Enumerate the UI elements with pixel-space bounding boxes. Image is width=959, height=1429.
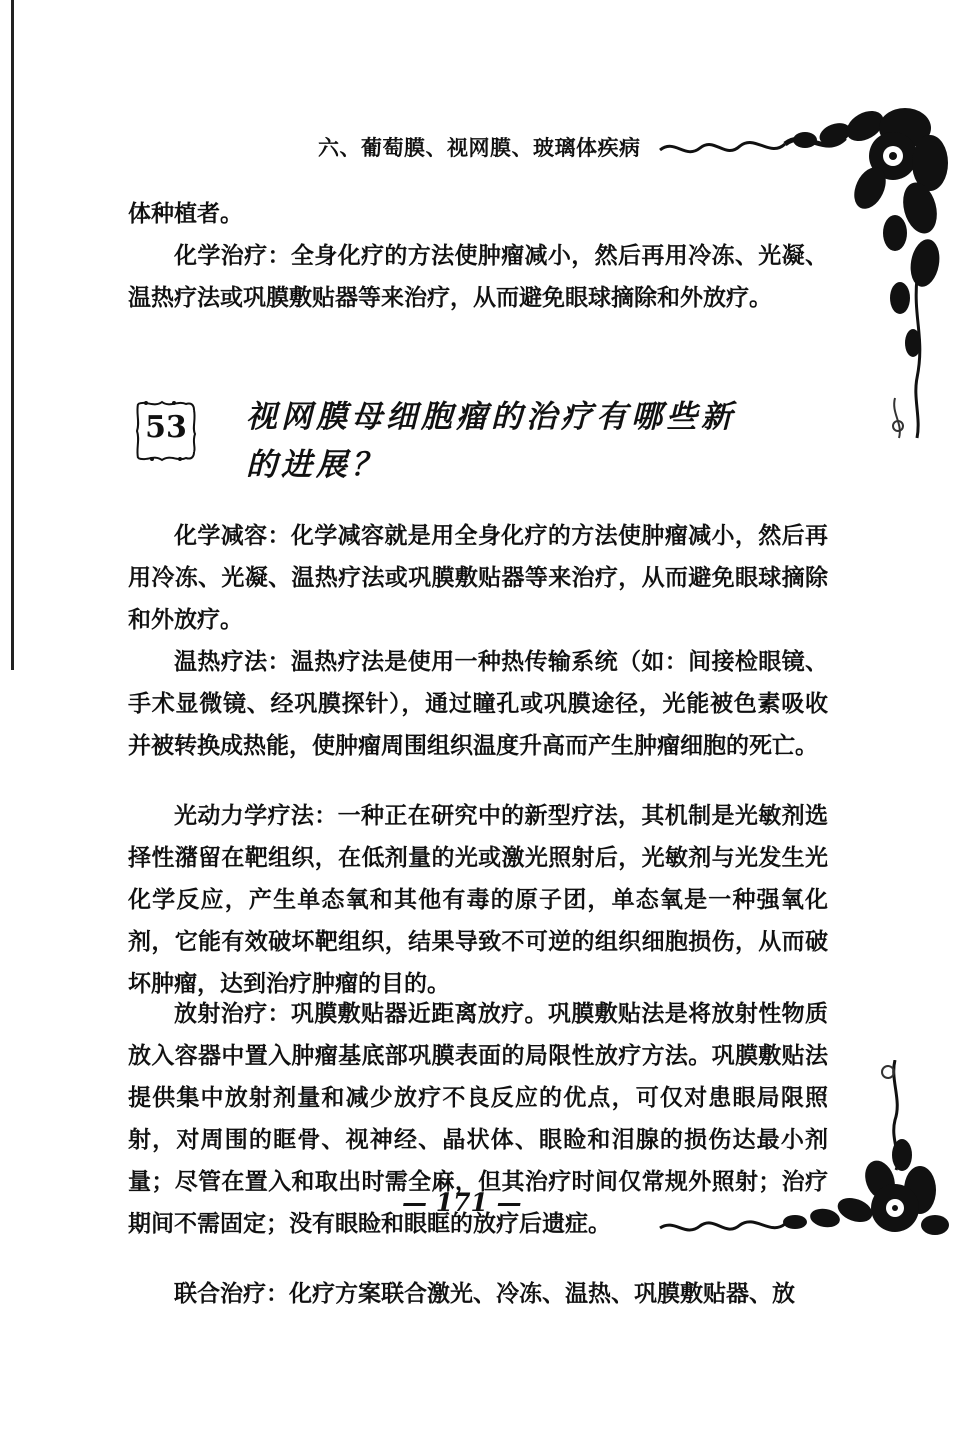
paragraph-chemotherapy: 化学治疗：全身化疗的方法使肿瘤减小，然后再用冷冻、光凝、温热疗法或巩膜敷贴器等来治疗，从而避免眼球摘除和外放疗。 [128,242,828,311]
question-number: 53 [145,410,187,445]
running-head: 六、葡萄膜、视网膜、玻璃体疾病 [318,136,641,160]
question-title: 视网膜母细胞瘤的治疗有哪些新的进展？ [246,399,736,483]
paragraph-combined: 联合治疗：化疗方案联合激光、冷冻、温热、巩膜敷贴器、放 [174,1280,795,1307]
paragraph-continued: 体种植者。 [128,200,243,227]
paragraph-thermotherapy: 温热疗法：温热疗法是使用一种热传输系统（如：间接检眼镜、手术显微镜、经巩膜探针），通过瞳孔或巩膜途径，光能被色素吸收并被转换成热能，使肿瘤周围组织温度升高而产生肿瘤细胞的死亡。 [128,648,828,759]
question-badge [134,398,198,464]
binding-edge-line [11,0,14,670]
paragraph-photodynamic: 光动力学疗法：一种正在研究中的新型疗法，其机制是光敏剂选择性潴留在靶组织，在低剂量的光或激光照射后，光敏剂与光发生光化学反应，产生单态氧和其他有毒的原子团，单态氧是一种强氧化剂，它能有效破坏靶组织，结果导致不可逆的组织细胞损伤，从而破坏肿瘤，达到治疗肿瘤的目的。 [128,802,828,997]
paragraph-chemoreduction: 化学减容：化学减容就是用全身化疗的方法使肿瘤减小，然后再用冷冻、光凝、温热疗法或巩膜敷贴器等来治疗，从而避免眼球摘除和外放疗。 [128,522,828,633]
page-number: — 171 — [402,1188,522,1217]
paragraph-radiotherapy: 放射治疗：巩膜敷贴器近距离放疗。巩膜敷贴法是将放射性物质放入容器中置入肿瘤基底部巩膜表面的局限性放疗方法。巩膜敷贴法提供集中放射剂量和减少放疗不良反应的优点，可仅对患眼局限照射，对周围的眶骨、视神经、晶状体、眼睑和泪腺的损伤达最小剂量；尽管在置入和取出时需全麻，但其治疗时间仅常规外照射；治疗期间不需固定；没有眼睑和眼眶的放疗后遗症。 [128,1000,828,1237]
